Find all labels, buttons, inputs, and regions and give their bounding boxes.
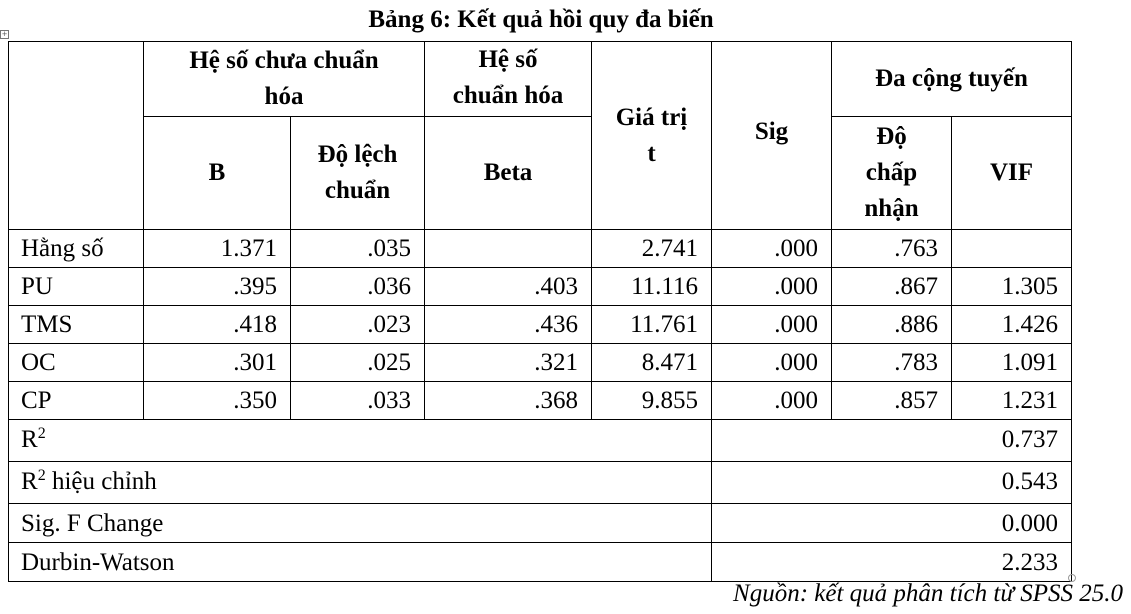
cell-b: .350 — [144, 382, 291, 420]
cell-b: 1.371 — [144, 230, 291, 268]
cell-sig: .000 — [712, 230, 832, 268]
cell-beta — [425, 230, 592, 268]
cell-vif — [952, 230, 1072, 268]
row-label: PU — [9, 268, 144, 306]
cell-tolerance: .857 — [832, 382, 952, 420]
adjusted-r2-label: $R^2$ hiệu chỉnh — [9, 462, 712, 504]
row-label: Hằng số — [9, 230, 144, 268]
summary-row-adjusted-r2 — [9, 462, 1072, 504]
table-title: Bảng 6: Kết quả hồi quy đa biến — [368, 6, 714, 33]
cell-std-error: .036 — [291, 268, 425, 306]
cell-tolerance: .867 — [832, 268, 952, 306]
cell-beta: .321 — [425, 344, 592, 382]
table-move-handle-icon[interactable]: + — [1, 30, 8, 38]
table-row — [9, 382, 1072, 420]
header-collinearity: Đa cộng tuyến — [832, 42, 1072, 117]
cell-vif: 1.231 — [952, 382, 1072, 420]
header-standardized: Hệ số chuẩn hóa — [425, 42, 592, 117]
cell-t: 2.741 — [592, 230, 712, 268]
cell-vif: 1.305 — [952, 268, 1072, 306]
cell-b: .301 — [144, 344, 291, 382]
row-label: OC — [9, 344, 144, 382]
cell-std-error: .035 — [291, 230, 425, 268]
cell-std-error: .025 — [291, 344, 425, 382]
durbin-watson-label: Durbin-Watson — [9, 543, 712, 582]
table-row — [9, 306, 1072, 344]
regression-table — [8, 41, 1072, 582]
cell-t: 9.855 — [592, 382, 712, 420]
r2-value: 0.737 — [712, 420, 1072, 462]
cell-vif: 1.426 — [952, 306, 1072, 344]
cell-std-error: .023 — [291, 306, 425, 344]
sig-f-change-value: 0.000 — [712, 504, 1072, 543]
table-row — [9, 230, 1072, 268]
cell-tolerance: .763 — [832, 230, 952, 268]
cell-tolerance: .783 — [832, 344, 952, 382]
table-row — [9, 268, 1072, 306]
cell-sig: .000 — [712, 306, 832, 344]
cell-sig: .000 — [712, 382, 832, 420]
row-label: TMS — [9, 306, 144, 344]
cell-b: .395 — [144, 268, 291, 306]
cell-sig: .000 — [712, 344, 832, 382]
r2-label: $R^2$ — [9, 420, 712, 462]
cell-vif: 1.091 — [952, 344, 1072, 382]
header-unstandardized: Hệ số chưa chuẩn hóa — [144, 42, 425, 117]
header-t-value: Giá trị t — [592, 42, 712, 230]
header-sig: Sig — [712, 42, 832, 230]
cell-tolerance: .886 — [832, 306, 952, 344]
header-empty-cell — [9, 42, 144, 230]
header-tolerance: Độ chấp nhận — [832, 117, 952, 230]
cell-t: 8.471 — [592, 344, 712, 382]
adjusted-r2-value: 0.543 — [712, 462, 1072, 504]
cell-beta: .368 — [425, 382, 592, 420]
summary-row-r2 — [9, 420, 1072, 462]
resize-handle-icon[interactable] — [1068, 574, 1076, 582]
row-label: CP — [9, 382, 144, 420]
cell-sig: .000 — [712, 268, 832, 306]
header-std-error: Độ lệch chuẩn — [291, 117, 425, 230]
summary-row-sig-f-change — [9, 504, 1072, 543]
source-note: Nguồn: kết quả phân tích từ SPSS 25.0 — [733, 580, 1123, 607]
table-row — [9, 344, 1072, 382]
cell-beta: .436 — [425, 306, 592, 344]
header-vif: VIF — [952, 117, 1072, 230]
cell-t: 11.116 — [592, 268, 712, 306]
sig-f-change-label: Sig. F Change — [9, 504, 712, 543]
durbin-watson-value: 2.233 — [712, 543, 1072, 582]
cell-b: .418 — [144, 306, 291, 344]
cell-t: 11.761 — [592, 306, 712, 344]
cell-beta: .403 — [425, 268, 592, 306]
header-b: B — [144, 117, 291, 230]
cell-std-error: .033 — [291, 382, 425, 420]
header-beta: Beta — [425, 117, 592, 230]
